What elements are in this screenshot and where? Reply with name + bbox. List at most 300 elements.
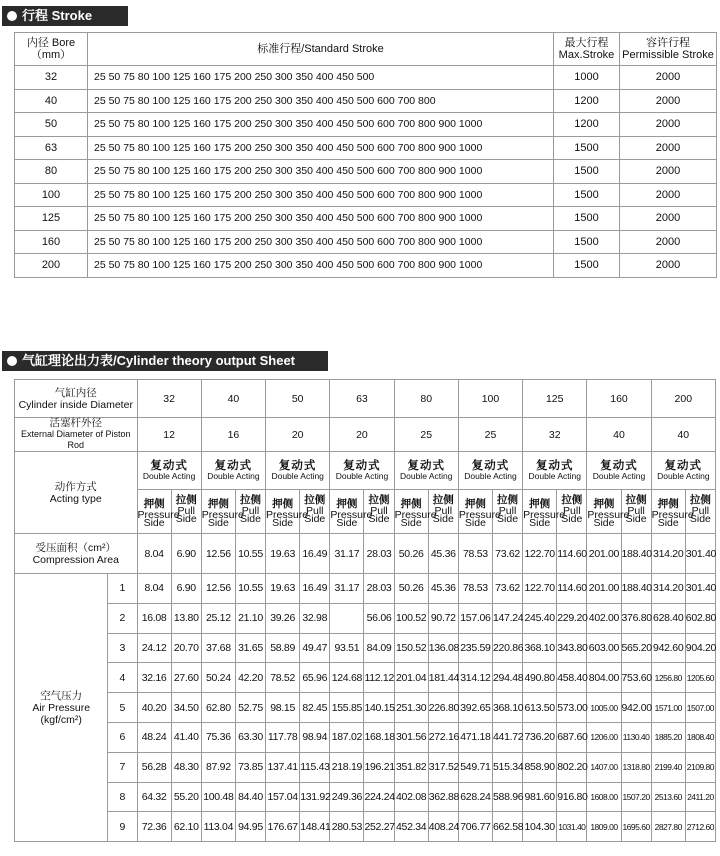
pressure-row — [15, 752, 716, 782]
stroke-section-title: 行程 Stroke — [2, 6, 128, 26]
force-value: 368.10 — [492, 693, 522, 723]
pull-side-cell: 拉侧 Pull Side — [492, 490, 522, 534]
force-value: 62.10 — [171, 812, 201, 842]
force-value: 131.92 — [300, 782, 330, 812]
force-value: 317.52 — [428, 752, 458, 782]
bore-cell: 40 — [15, 89, 88, 113]
force-value: 32.98 — [300, 603, 330, 633]
pressure-value: 6 — [108, 722, 137, 752]
pressure-row — [15, 722, 716, 752]
force-value: 1571.00 — [651, 693, 685, 723]
force-value: 8.04 — [137, 574, 171, 604]
force-value: 45.36 — [428, 574, 458, 604]
pull-side-cell: 拉侧 Pull Side — [300, 490, 330, 534]
pull-side-cell: 拉侧 Pull Side — [557, 490, 587, 534]
pressure-side-cell: 押侧 Pressure Side — [201, 490, 235, 534]
standard-stroke-header: 标准行程/Standard Stroke — [88, 33, 554, 66]
bullet-icon — [7, 11, 17, 21]
force-value: 549.71 — [458, 752, 492, 782]
pressure-side-cell: 押侧 Pressure Side — [458, 490, 492, 534]
area-value: 73.62 — [492, 534, 522, 574]
force-value: 942.60 — [651, 633, 685, 663]
force-value: 392.65 — [458, 693, 492, 723]
permissible-stroke-cell: 2000 — [620, 136, 717, 160]
acting-row — [15, 452, 716, 490]
bore-value: 125 — [523, 380, 587, 418]
rod-value: 32 — [523, 418, 587, 452]
force-value: 201.00 — [587, 574, 621, 604]
stroke-row — [15, 254, 717, 278]
force-value: 157.06 — [458, 603, 492, 633]
double-acting-cell: 复动式 Double Acting — [394, 452, 458, 490]
pull-side-cell: 拉侧 Pull Side — [428, 490, 458, 534]
pressure-row — [15, 812, 716, 842]
double-acting-cell: 复动式 Double Acting — [137, 452, 201, 490]
stroke-row — [15, 89, 717, 113]
force-value: 188.40 — [621, 574, 651, 604]
force-value: 245.40 — [523, 603, 557, 633]
force-value: 1206.00 — [587, 722, 621, 752]
bore-cell: 125 — [15, 207, 88, 231]
force-value: 753.60 — [621, 663, 651, 693]
max-stroke-cell: 1500 — [554, 207, 620, 231]
max-stroke-cell: 1000 — [554, 66, 620, 90]
force-value: 112.12 — [364, 663, 394, 693]
permissible-stroke-header: 容许行程 Permissible Stroke — [620, 33, 717, 66]
bore-value: 200 — [651, 380, 715, 418]
force-value: 117.78 — [266, 722, 300, 752]
force-value: 252.27 — [364, 812, 394, 842]
force-value: 56.06 — [364, 603, 394, 633]
force-value: 2199.40 — [651, 752, 685, 782]
force-value: 84.40 — [235, 782, 265, 812]
force-value: 904.20 — [685, 633, 715, 663]
force-value: 613.50 — [523, 693, 557, 723]
force-value: 187.02 — [330, 722, 364, 752]
double-acting-cell: 复动式 Double Acting — [651, 452, 715, 490]
force-value: 37.68 — [201, 633, 235, 663]
acting-label: 动作方式 Acting type — [15, 452, 138, 534]
permissible-stroke-cell: 2000 — [620, 113, 717, 137]
force-value: 226.80 — [428, 693, 458, 723]
pull-side-cell: 拉侧 Pull Side — [235, 490, 265, 534]
force-value: 314.20 — [651, 574, 685, 604]
force-value: 84.09 — [364, 633, 394, 663]
force-value: 155.85 — [330, 693, 364, 723]
pressure-side-cell: 押侧 Pressure Side — [587, 490, 621, 534]
force-value: 441.72 — [492, 722, 522, 752]
pressure-row — [15, 782, 716, 812]
force-value: 21.10 — [235, 603, 265, 633]
force-value: 50.26 — [394, 574, 428, 604]
force-value: 1205.60 — [685, 663, 715, 693]
strokes-cell: 25 50 75 80 100 125 160 175 200 250 300 350 400 450 500 600 700 800 900 1000 — [88, 183, 554, 207]
bore-cell: 160 — [15, 230, 88, 254]
force-value: 235.59 — [458, 633, 492, 663]
force-value: 220.86 — [492, 633, 522, 663]
pressure-value: 1 — [108, 574, 137, 604]
output-table — [14, 379, 716, 842]
pressure-side-cell: 押侧 Pressure Side — [330, 490, 364, 534]
pressure-side-cell: 押侧 Pressure Side — [523, 490, 557, 534]
force-value: 113.04 — [201, 812, 235, 842]
force-value: 137.41 — [266, 752, 300, 782]
pull-side-cell: 拉侧 Pull Side — [621, 490, 651, 534]
bore-value: 80 — [394, 380, 458, 418]
force-value: 147.24 — [492, 603, 522, 633]
max-stroke-header: 最大行程 Max.Stroke — [554, 33, 620, 66]
force-value: 181.44 — [428, 663, 458, 693]
rod-value: 40 — [651, 418, 715, 452]
area-row — [15, 534, 716, 574]
force-value: 351.82 — [394, 752, 428, 782]
force-value: 301.56 — [394, 722, 428, 752]
strokes-cell: 25 50 75 80 100 125 160 175 200 250 300 350 400 450 500 600 700 800 900 1000 — [88, 113, 554, 137]
force-value: 981.60 — [523, 782, 557, 812]
bore-label: 气缸内径 Cylinder inside Diameter — [15, 380, 138, 418]
rod-value: 12 — [137, 418, 201, 452]
pressure-row — [15, 603, 716, 633]
force-value: 82.45 — [300, 693, 330, 723]
force-value: 93.51 — [330, 633, 364, 663]
bore-row — [15, 380, 716, 418]
force-value: 56.28 — [137, 752, 171, 782]
force-value: 802.20 — [557, 752, 587, 782]
force-value: 706.77 — [458, 812, 492, 842]
force-value: 1885.20 — [651, 722, 685, 752]
double-acting-cell: 复动式 Double Acting — [201, 452, 265, 490]
double-acting-cell: 复动式 Double Acting — [330, 452, 394, 490]
area-value: 78.53 — [458, 534, 492, 574]
force-value: 48.30 — [171, 752, 201, 782]
bore-value: 32 — [137, 380, 201, 418]
area-value: 31.17 — [330, 534, 364, 574]
bore-value: 160 — [587, 380, 651, 418]
bore-cell: 100 — [15, 183, 88, 207]
air-pressure-label: 空气压力 Air Pressure (kgf/cm²) — [15, 574, 108, 842]
force-value: 27.60 — [171, 663, 201, 693]
force-value: 168.18 — [364, 722, 394, 752]
pressure-value: 5 — [108, 693, 137, 723]
permissible-stroke-cell: 2000 — [620, 230, 717, 254]
force-value: 515.34 — [492, 752, 522, 782]
pressure-row — [15, 693, 716, 723]
pressure-row — [15, 663, 716, 693]
force-value: 16.08 — [137, 603, 171, 633]
force-value: 100.48 — [201, 782, 235, 812]
force-value: 565.20 — [621, 633, 651, 663]
force-value: 176.67 — [266, 812, 300, 842]
force-value: 452.34 — [394, 812, 428, 842]
rod-value: 20 — [266, 418, 330, 452]
force-value: 90.72 — [428, 603, 458, 633]
pressure-value: 7 — [108, 752, 137, 782]
permissible-stroke-cell: 2000 — [620, 254, 717, 278]
rod-label: 活塞杆外径 External Diameter of Piston Rod — [15, 418, 138, 452]
force-value: 104.30 — [523, 812, 557, 842]
force-value: 87.92 — [201, 752, 235, 782]
force-value: 58.89 — [266, 633, 300, 663]
force-value: 573.00 — [557, 693, 587, 723]
force-value: 148.41 — [300, 812, 330, 842]
force-value: 490.80 — [523, 663, 557, 693]
force-value: 124.68 — [330, 663, 364, 693]
area-value: 28.03 — [364, 534, 394, 574]
area-value: 12.56 — [201, 534, 235, 574]
double-acting-cell: 复动式 Double Acting — [458, 452, 522, 490]
force-value: 150.52 — [394, 633, 428, 663]
permissible-stroke-cell: 2000 — [620, 89, 717, 113]
output-section-title: 气缸理论出力表/Cylinder theory output Sheet — [2, 351, 328, 371]
bore-cell: 80 — [15, 160, 88, 184]
force-value: 75.36 — [201, 722, 235, 752]
stroke-row — [15, 66, 717, 90]
force-value: 73.85 — [235, 752, 265, 782]
force-value: 63.30 — [235, 722, 265, 752]
permissible-stroke-cell: 2000 — [620, 160, 717, 184]
force-value: 49.47 — [300, 633, 330, 663]
stroke-row — [15, 136, 717, 160]
force-value: 39.26 — [266, 603, 300, 633]
force-value: 196.21 — [364, 752, 394, 782]
double-acting-cell: 复动式 Double Acting — [266, 452, 330, 490]
force-value: 628.24 — [458, 782, 492, 812]
force-value: 40.20 — [137, 693, 171, 723]
force-value: 2513.60 — [651, 782, 685, 812]
force-value: 402.00 — [587, 603, 621, 633]
max-stroke-cell: 1500 — [554, 254, 620, 278]
force-value: 65.96 — [300, 663, 330, 693]
force-value: 78.53 — [458, 574, 492, 604]
force-value: 942.00 — [621, 693, 651, 723]
force-value: 62.80 — [201, 693, 235, 723]
area-value: 6.90 — [171, 534, 201, 574]
bore-value: 40 — [201, 380, 265, 418]
area-value: 19.63 — [266, 534, 300, 574]
force-value: 157.04 — [266, 782, 300, 812]
force-value: 368.10 — [523, 633, 557, 663]
force-value: 31.17 — [330, 574, 364, 604]
pressure-value: 2 — [108, 603, 137, 633]
force-value: 50.24 — [201, 663, 235, 693]
pressure-value: 8 — [108, 782, 137, 812]
force-value: 218.19 — [330, 752, 364, 782]
area-value: 10.55 — [235, 534, 265, 574]
stroke-row — [15, 230, 717, 254]
force-value: 628.40 — [651, 603, 685, 633]
pressure-row — [15, 633, 716, 663]
strokes-cell: 25 50 75 80 100 125 160 175 200 250 300 350 400 450 500 600 700 800 900 1000 — [88, 230, 554, 254]
force-value: 301.40 — [685, 574, 715, 604]
area-value: 314.20 — [651, 534, 685, 574]
pressure-side-cell: 押侧 Pressure Side — [394, 490, 428, 534]
force-value: 64.32 — [137, 782, 171, 812]
pressure-value: 3 — [108, 633, 137, 663]
force-value: 1256.80 — [651, 663, 685, 693]
force-value: 1507.00 — [685, 693, 715, 723]
force-value: 272.16 — [428, 722, 458, 752]
rod-value: 40 — [587, 418, 651, 452]
rod-value: 16 — [201, 418, 265, 452]
bore-value: 63 — [330, 380, 394, 418]
bore-cell: 63 — [15, 136, 88, 160]
force-value: 6.90 — [171, 574, 201, 604]
rod-row — [15, 418, 716, 452]
force-value: 100.52 — [394, 603, 428, 633]
force-value: 25.12 — [201, 603, 235, 633]
force-value: 32.16 — [137, 663, 171, 693]
pull-side-cell: 拉侧 Pull Side — [364, 490, 394, 534]
force-value: 98.15 — [266, 693, 300, 723]
force-value: 16.49 — [300, 574, 330, 604]
force-value: 20.70 — [171, 633, 201, 663]
max-stroke-cell: 1200 — [554, 89, 620, 113]
stroke-header-row — [15, 33, 717, 66]
force-value: 24.12 — [137, 633, 171, 663]
force-value: 1808.40 — [685, 722, 715, 752]
pressure-row — [15, 574, 716, 604]
force-value — [330, 603, 364, 633]
stroke-row — [15, 183, 717, 207]
force-value: 140.15 — [364, 693, 394, 723]
force-value: 458.40 — [557, 663, 587, 693]
force-value: 687.60 — [557, 722, 587, 752]
bore-cell: 32 — [15, 66, 88, 90]
force-value: 603.00 — [587, 633, 621, 663]
pull-side-cell: 拉侧 Pull Side — [171, 490, 201, 534]
permissible-stroke-cell: 2000 — [620, 183, 717, 207]
force-value: 1809.00 — [587, 812, 621, 842]
force-value: 1318.80 — [621, 752, 651, 782]
force-value: 2109.80 — [685, 752, 715, 782]
max-stroke-cell: 1500 — [554, 183, 620, 207]
force-value: 916.80 — [557, 782, 587, 812]
permissible-stroke-cell: 2000 — [620, 207, 717, 231]
max-stroke-cell: 1200 — [554, 113, 620, 137]
stroke-table — [14, 32, 717, 278]
force-value: 73.62 — [492, 574, 522, 604]
area-value: 122.70 — [523, 534, 557, 574]
bore-value: 50 — [266, 380, 330, 418]
strokes-cell: 25 50 75 80 100 125 160 175 200 250 300 350 400 450 500 600 700 800 900 1000 — [88, 254, 554, 278]
pressure-value: 4 — [108, 663, 137, 693]
bore-value: 100 — [458, 380, 522, 418]
strokes-cell: 25 50 75 80 100 125 160 175 200 250 300 350 400 450 500 600 700 800 900 1000 — [88, 207, 554, 231]
force-value: 1005.00 — [587, 693, 621, 723]
stroke-row — [15, 207, 717, 231]
double-acting-cell: 复动式 Double Acting — [587, 452, 651, 490]
force-value: 34.50 — [171, 693, 201, 723]
force-value: 41.40 — [171, 722, 201, 752]
force-value: 804.00 — [587, 663, 621, 693]
bullet-icon — [7, 356, 17, 366]
force-value: 2712.60 — [685, 812, 715, 842]
pressure-side-cell: 押侧 Pressure Side — [137, 490, 171, 534]
force-value: 13.80 — [171, 603, 201, 633]
force-value: 94.95 — [235, 812, 265, 842]
pull-side-cell: 拉侧 Pull Side — [685, 490, 715, 534]
force-value: 136.08 — [428, 633, 458, 663]
force-value: 201.04 — [394, 663, 428, 693]
force-value: 662.58 — [492, 812, 522, 842]
force-value: 1608.00 — [587, 782, 621, 812]
force-value: 229.20 — [557, 603, 587, 633]
force-value: 78.52 — [266, 663, 300, 693]
area-value: 45.36 — [428, 534, 458, 574]
force-value: 376.80 — [621, 603, 651, 633]
force-value: 42.20 — [235, 663, 265, 693]
force-value: 19.63 — [266, 574, 300, 604]
force-value: 55.20 — [171, 782, 201, 812]
force-value: 362.88 — [428, 782, 458, 812]
force-value: 115.43 — [300, 752, 330, 782]
strokes-cell: 25 50 75 80 100 125 160 175 200 250 300 350 400 450 500 600 700 800 900 1000 — [88, 136, 554, 160]
strokes-cell: 25 50 75 80 100 125 160 175 200 250 300 350 400 450 500 — [88, 66, 554, 90]
area-value: 301.40 — [685, 534, 715, 574]
force-value: 122.70 — [523, 574, 557, 604]
force-value: 602.80 — [685, 603, 715, 633]
rod-value: 25 — [458, 418, 522, 452]
rod-value: 25 — [394, 418, 458, 452]
area-value: 8.04 — [137, 534, 171, 574]
force-value: 280.53 — [330, 812, 364, 842]
permissible-stroke-cell: 2000 — [620, 66, 717, 90]
force-value: 408.24 — [428, 812, 458, 842]
force-value: 1695.60 — [621, 812, 651, 842]
bore-header: 内径 Bore （mm） — [15, 33, 88, 66]
force-value: 10.55 — [235, 574, 265, 604]
force-value: 2827.80 — [651, 812, 685, 842]
double-acting-cell: 复动式 Double Acting — [523, 452, 587, 490]
strokes-cell: 25 50 75 80 100 125 160 175 200 250 300 350 400 450 500 600 700 800 — [88, 89, 554, 113]
force-value: 48.24 — [137, 722, 171, 752]
area-value: 114.60 — [557, 534, 587, 574]
area-value: 201.00 — [587, 534, 621, 574]
area-value: 50.26 — [394, 534, 428, 574]
force-value: 1031.40 — [557, 812, 587, 842]
force-value: 249.36 — [330, 782, 364, 812]
force-value: 294.48 — [492, 663, 522, 693]
force-value: 1407.00 — [587, 752, 621, 782]
force-value: 114.60 — [557, 574, 587, 604]
max-stroke-cell: 1500 — [554, 136, 620, 160]
pressure-side-cell: 押侧 Pressure Side — [266, 490, 300, 534]
pressure-value: 9 — [108, 812, 137, 842]
rod-value: 20 — [330, 418, 394, 452]
force-value: 12.56 — [201, 574, 235, 604]
force-value: 1130.40 — [621, 722, 651, 752]
area-value: 16.49 — [300, 534, 330, 574]
force-value: 314.12 — [458, 663, 492, 693]
stroke-row — [15, 113, 717, 137]
bore-cell: 200 — [15, 254, 88, 278]
area-label: 受压面积（cm²） Compression Area — [15, 534, 138, 574]
stroke-row — [15, 160, 717, 184]
force-value: 588.96 — [492, 782, 522, 812]
pressure-side-cell: 押侧 Pressure Side — [651, 490, 685, 534]
force-value: 858.90 — [523, 752, 557, 782]
force-value: 2411.20 — [685, 782, 715, 812]
force-value: 224.24 — [364, 782, 394, 812]
max-stroke-cell: 1500 — [554, 230, 620, 254]
force-value: 402.08 — [394, 782, 428, 812]
force-value: 31.65 — [235, 633, 265, 663]
force-value: 98.94 — [300, 722, 330, 752]
force-value: 52.75 — [235, 693, 265, 723]
force-value: 343.80 — [557, 633, 587, 663]
force-value: 251.30 — [394, 693, 428, 723]
force-value: 28.03 — [364, 574, 394, 604]
